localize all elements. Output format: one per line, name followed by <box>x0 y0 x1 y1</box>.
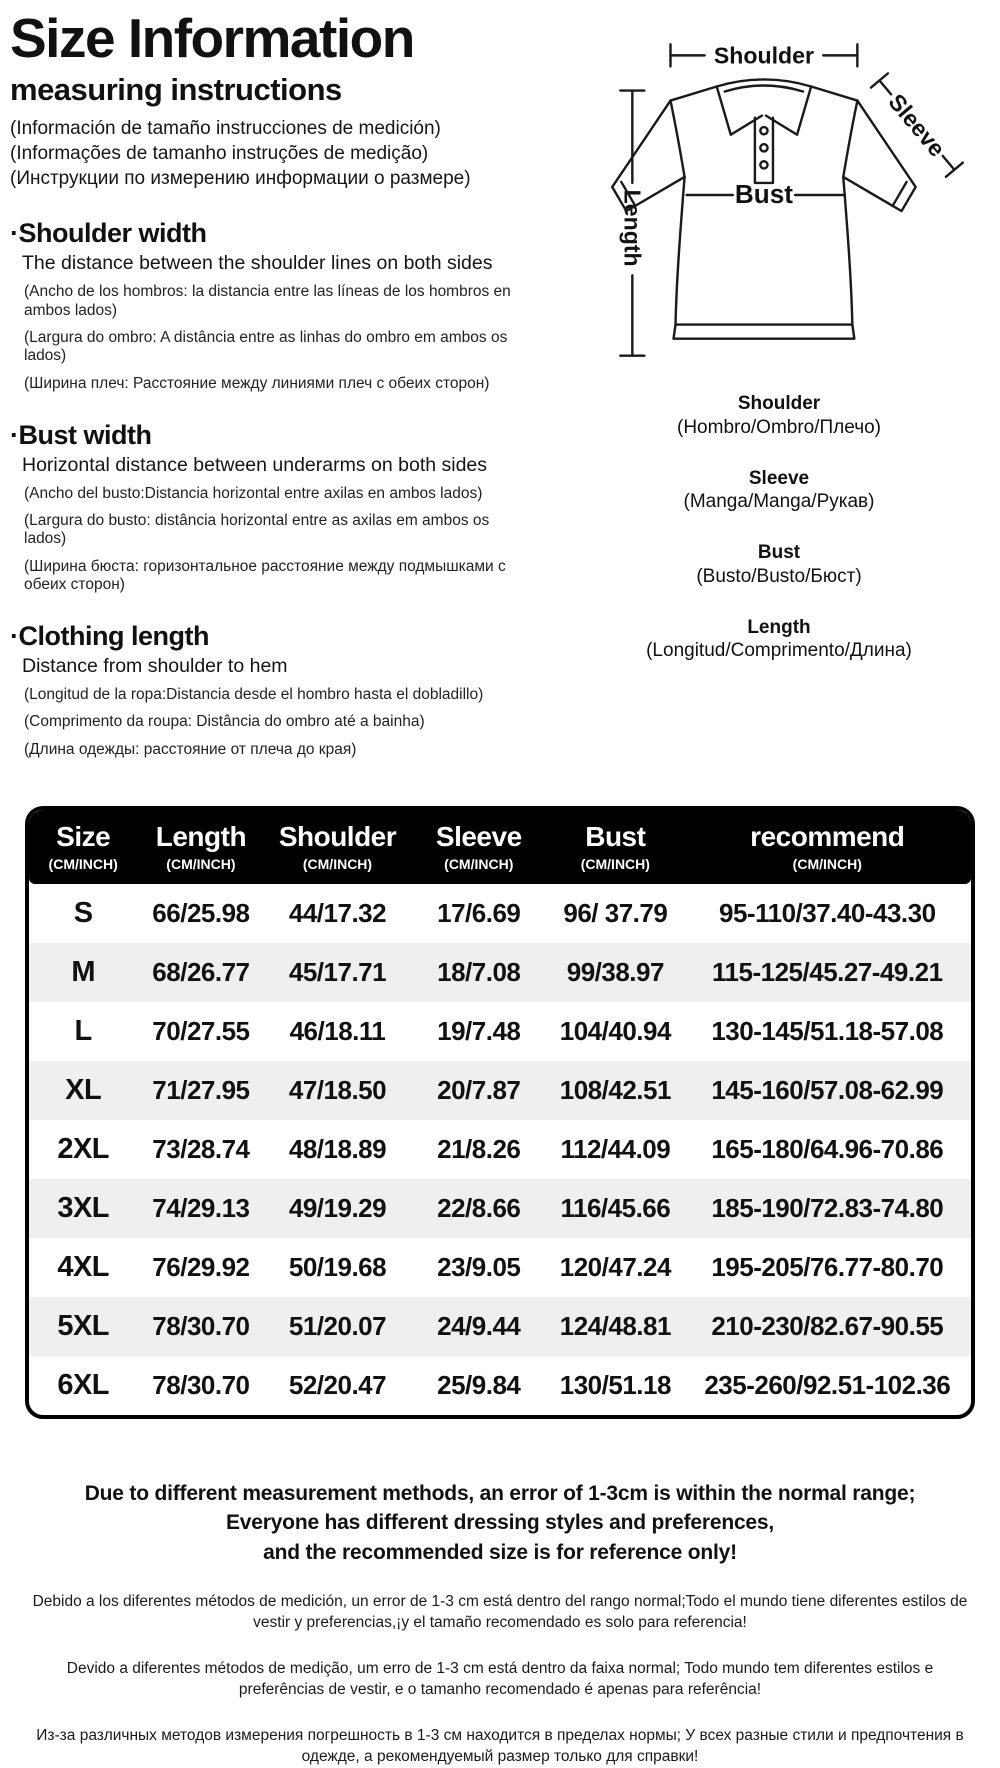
table-row-4xl <box>29 1238 971 1297</box>
table-row-5xl <box>29 1297 971 1356</box>
legend-item-shoulder <box>646 392 912 440</box>
legend-name: Length <box>747 616 811 638</box>
measurement-legend <box>646 392 912 690</box>
sleeve-measure <box>869 72 964 178</box>
length-cell: 70/27.55 <box>152 1016 250 1047</box>
legend-name: Bust <box>757 542 801 563</box>
legend-translation: (Hombro/Ombro/Плечо) <box>677 416 881 438</box>
length-cell: 78/30.70 <box>152 1370 250 1401</box>
bust-cell: 124/48.81 <box>559 1311 671 1342</box>
sleeve-cell: 17/6.69 <box>437 898 521 929</box>
shoulder-cell: 44/17.32 <box>288 898 387 929</box>
polo-shirt-diagram <box>558 22 1000 368</box>
length-cell: 78/30.70 <box>152 1311 250 1342</box>
section-heading: ·Clothing length <box>10 621 209 652</box>
section-description: The distance between the shoulder lines on both sides <box>22 252 493 275</box>
sleeve-cell: 23/9.05 <box>437 1252 521 1283</box>
recommend-cell: 235-260/92.51-102.36 <box>704 1370 951 1401</box>
notice-line: Due to different measurement methods, an error of 1-3cm is within the normal range; <box>84 1482 916 1506</box>
legend-item-bust <box>646 541 912 589</box>
size-cell: XL <box>65 1074 102 1107</box>
subtitle-translation-es: (Información de tamaño instrucciones de medición) <box>10 117 441 139</box>
bust-cell: 104/40.94 <box>559 1016 671 1047</box>
section-description: Distance from shoulder to hem <box>22 655 288 678</box>
recommend-cell: 115-125/45.27-49.21 <box>712 957 943 988</box>
column-header-sleeve: Sleeve (CM/INCH) <box>435 821 522 873</box>
notice-line: Everyone has different dressing styles and preferences, <box>225 1511 775 1535</box>
section-translation-es: (Longitud de la ropa:Distancia desde el hombro hasta el dobladillo) <box>24 686 484 704</box>
table-row-xl <box>29 1061 971 1120</box>
column-header-length: Length (CM/INCH) <box>155 821 247 873</box>
size-cell: 3XL <box>57 1192 109 1225</box>
shoulder-diagram-label: Shoulder <box>713 42 814 69</box>
bust-cell: 130/51.18 <box>559 1370 671 1401</box>
size-cell: M <box>71 956 95 989</box>
legend-translation: (Longitud/Comprimento/Длина) <box>646 640 912 662</box>
length-measure <box>619 91 645 356</box>
recommend-cell: 95-110/37.40-43.30 <box>719 898 936 929</box>
column-header-shoulder: Shoulder (CM/INCH) <box>278 821 397 873</box>
top-section <box>0 0 1000 768</box>
section-clothing-length <box>10 621 558 759</box>
notice-translation-es: Debido a los diferentes métodos de medición, un error de 1-3 cm está dentro del rango normal;Todo el mundo tiene diferentes estilos de vestir y preferencias,¡y el tamaño recomendado es solo para referencia! <box>32 1593 968 1632</box>
section-bust-width <box>10 420 558 594</box>
instructions-column <box>10 8 558 768</box>
diagram-column <box>558 8 1000 768</box>
sleeve-cell: 24/9.44 <box>437 1311 521 1342</box>
notice-translation-ru: Из-за различных методов измерения погрешность в 1-3 см находится в пределах нормы; У всех разные стили и предпочтения в одежде, а рекомендуемый размер только для справки! <box>36 1726 964 1765</box>
shoulder-cell: 46/18.11 <box>289 1016 386 1047</box>
shoulder-cell: 49/19.29 <box>288 1193 387 1224</box>
size-cell: 4XL <box>57 1251 109 1284</box>
legend-item-sleeve <box>646 467 912 515</box>
measurement-notice <box>0 1479 1000 1567</box>
length-cell: 76/29.92 <box>152 1252 250 1283</box>
recommend-cell: 130-145/51.18-57.08 <box>711 1016 944 1047</box>
section-heading: ·Bust width <box>10 419 152 450</box>
bust-diagram-label: Bust <box>734 179 793 210</box>
sleeve-cell: 21/8.26 <box>437 1134 521 1165</box>
bust-cell: 108/42.51 <box>559 1075 671 1106</box>
table-row-m <box>29 943 971 1002</box>
sleeve-cell: 25/9.84 <box>437 1370 521 1401</box>
subtitle-translation-ru: (Инструкции по измерению информации о размере) <box>10 168 471 190</box>
section-heading: ·Shoulder width <box>10 218 207 249</box>
shirt-outline <box>612 79 915 338</box>
sleeve-cell: 22/8.66 <box>437 1193 521 1224</box>
length-cell: 73/28.74 <box>152 1134 250 1165</box>
notice-translation-pt: Devido a diferentes métodos de medição, um erro de 1-3 cm está dentro da faixa normal; Todo mundo tem diferentes estilos e preferências de vestir, e o tamanho recomendado é apenas para referência! <box>66 1660 934 1698</box>
sleeve-cell: 20/7.87 <box>437 1075 521 1106</box>
sleeve-diagram-label: Sleeve <box>883 88 951 162</box>
page-subtitle: measuring instructions <box>10 71 342 107</box>
bust-cell: 120/47.24 <box>559 1252 671 1283</box>
subtitle-translation-pt: (Informações de tamanho instruções de medição) <box>10 142 429 164</box>
legend-item-length <box>646 616 912 664</box>
shoulder-cell: 52/20.47 <box>288 1370 387 1401</box>
section-shoulder-width <box>10 218 558 392</box>
shoulder-cell: 45/17.71 <box>288 957 387 988</box>
size-table <box>25 806 975 1419</box>
size-table-body <box>29 884 971 1415</box>
bust-cell: 116/45.66 <box>560 1193 671 1224</box>
section-description: Horizontal distance between underarms on both sides <box>22 453 488 476</box>
shoulder-measure <box>671 42 858 68</box>
section-translation-ru: (Длина одежды: расстояние от плеча до края) <box>24 740 357 758</box>
section-translation-es: (Ancho de los hombros: la distancia entre las líneas de los hombros en ambos lados) <box>24 283 511 319</box>
bust-cell: 112/44.09 <box>560 1134 671 1165</box>
shoulder-cell: 50/19.68 <box>288 1252 387 1283</box>
legend-translation: (Busto/Busto/Бюст) <box>696 565 862 587</box>
legend-name: Sleeve <box>748 467 810 489</box>
length-diagram-label: Length <box>619 189 646 267</box>
table-row-3xl <box>29 1179 971 1238</box>
sleeve-cell: 18/7.08 <box>437 957 521 988</box>
table-row-6xl <box>29 1356 971 1415</box>
column-header-size: Size (CM/INCH) <box>48 821 118 873</box>
size-table-header <box>29 810 971 884</box>
section-translation-ru: (Ширина бюста: горизонтальное расстояние между подмышками с обеих сторон) <box>24 557 506 593</box>
recommend-cell: 185-190/72.83-74.80 <box>711 1193 944 1224</box>
size-cell: 6XL <box>57 1369 109 1402</box>
shoulder-cell: 51/20.07 <box>288 1311 387 1342</box>
section-translation-pt: (Largura do ombro: A distância entre as linhas do ombro em ambos os lados) <box>24 328 508 365</box>
size-cell: L <box>74 1015 92 1048</box>
table-row-l <box>29 1002 971 1061</box>
section-translation-pt: (Comprimento da roupa: Distância do ombro até a bainha) <box>24 713 425 731</box>
length-cell: 68/26.77 <box>152 957 250 988</box>
shoulder-cell: 47/18.50 <box>288 1075 387 1106</box>
recommend-cell: 165-180/64.96-70.86 <box>711 1134 944 1165</box>
size-cell: S <box>73 897 93 930</box>
legend-name: Shoulder <box>737 393 821 414</box>
section-translation-ru: (Ширина плеч: Расстояние между линиями плеч с обеих сторон) <box>24 374 490 392</box>
size-cell: 5XL <box>57 1310 109 1343</box>
table-row-s <box>29 884 971 943</box>
shoulder-cell: 48/18.89 <box>288 1134 387 1165</box>
column-header-recommend: recommend (CM/INCH) <box>750 821 905 873</box>
page-title: Size Information <box>10 7 414 69</box>
section-translation-es: (Ancho del busto:Distancia horizontal entre axilas en ambos lados) <box>24 484 483 502</box>
size-cell: 2XL <box>57 1133 109 1166</box>
bust-measure <box>687 179 844 209</box>
recommend-cell: 195-205/76.77-80.70 <box>711 1252 944 1283</box>
sleeve-cell: 19/7.48 <box>437 1016 521 1047</box>
length-cell: 66/25.98 <box>152 898 250 929</box>
length-cell: 71/27.95 <box>152 1075 250 1106</box>
length-cell: 74/29.13 <box>152 1193 250 1224</box>
bust-cell: 96/ 37.79 <box>563 898 668 929</box>
recommend-cell: 210-230/82.67-90.55 <box>711 1311 944 1342</box>
bust-cell: 99/38.97 <box>566 957 664 988</box>
recommend-cell: 145-160/57.08-62.99 <box>711 1075 944 1106</box>
section-translation-pt: (Largura do busto: distância horizontal entre as axilas em ambos os lados) <box>24 512 490 548</box>
table-row-2xl <box>29 1120 971 1179</box>
column-header-bust: Bust (CM/INCH) <box>580 821 650 873</box>
notice-line: and the recommended size is for reference only! <box>263 1540 737 1564</box>
legend-translation: (Manga/Manga/Рукав) <box>683 491 875 513</box>
